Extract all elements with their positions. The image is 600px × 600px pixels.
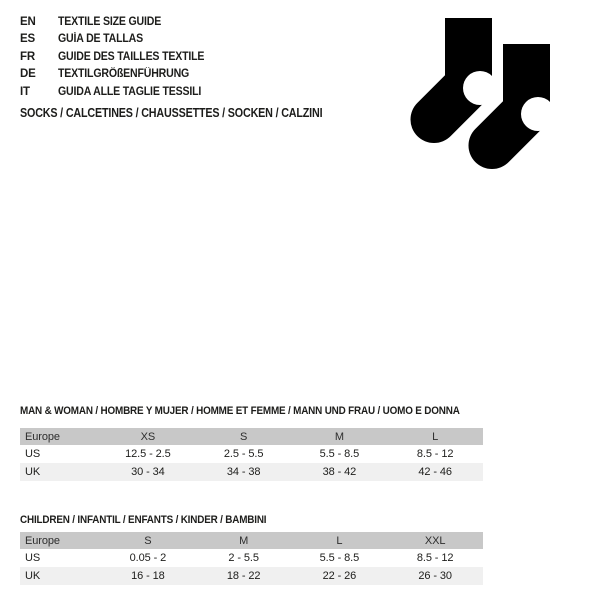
size-value: 0.05 - 2 (129, 552, 167, 564)
size-value: 42 - 46 (418, 466, 452, 478)
language-list (20, 13, 217, 101)
size-value: 26 - 30 (418, 570, 452, 582)
table-title-children: CHILDREN / INFANTIL / ENFANTS / KINDER / BAMBINI (20, 514, 267, 526)
language-label: TEXTILE SIZE GUIDE (58, 15, 162, 28)
language-code: FR (20, 50, 35, 63)
column-header-m: M (334, 430, 344, 443)
size-value: 18 - 22 (226, 570, 261, 582)
column-header-s: S (240, 430, 248, 443)
language-code: EN (20, 15, 36, 28)
region-label: UK (25, 570, 41, 582)
language-row-de (20, 66, 217, 84)
language-label: TEXTILGRÖßENFÜHRUNG (58, 68, 190, 81)
size-value: 30 - 34 (131, 466, 165, 478)
size-value: 5.5 - 8.5 (319, 552, 360, 564)
size-table-children (20, 513, 483, 585)
size-value: 12.5 - 2.5 (125, 448, 171, 460)
column-header-l: L (336, 534, 343, 547)
column-header-europe: Europe (25, 430, 60, 443)
size-value: 22 - 26 (322, 570, 357, 582)
size-value: 2.5 - 5.5 (223, 448, 264, 460)
size-value: 38 - 42 (322, 466, 357, 478)
size-value: 8.5 - 12 (416, 552, 454, 564)
size-table-adults (20, 404, 483, 481)
size-value: 16 - 18 (131, 570, 165, 582)
size-value: 34 - 38 (226, 466, 261, 478)
socks-icon (410, 12, 560, 178)
region-label: US (25, 448, 41, 460)
heel-cutout (521, 97, 555, 131)
category-heading: SOCKS / CALCETINES / CHAUSSETTES / SOCKEN / CALZINI (20, 106, 323, 120)
table-row-us (20, 445, 483, 463)
size-value: 8.5 - 12 (416, 448, 454, 460)
language-row-es (20, 31, 217, 49)
table-header-row (20, 532, 483, 549)
language-label: GUIDE DES TAILLES TEXTILE (58, 50, 205, 63)
table-row-uk (20, 463, 483, 481)
region-label: UK (25, 466, 41, 478)
language-label: GUÍA DE TALLAS (58, 33, 143, 46)
language-row-en (20, 13, 217, 31)
sock-back (434, 18, 497, 120)
language-label: GUIDA ALLE TAGLIE TESSILI (58, 85, 202, 98)
column-header-xs: XS (140, 430, 156, 443)
language-code: DE (20, 68, 36, 81)
table-row-us (20, 549, 483, 567)
table-title-adults: MAN & WOMAN / HOMBRE Y MUJER / HOMME ET FEMME / MANN UND FRAU / UOMO E DONNA (20, 405, 460, 417)
language-row-fr (20, 48, 217, 66)
column-header-m: M (239, 534, 249, 547)
language-code: ES (20, 33, 35, 46)
column-header-europe: Europe (25, 534, 60, 547)
heel-cutout (463, 71, 497, 105)
language-row-it (20, 83, 217, 101)
table-header-row (20, 428, 483, 445)
column-header-l: L (432, 430, 439, 443)
column-header-xxl: XXL (424, 534, 446, 547)
language-code: IT (20, 85, 30, 98)
column-header-s: S (144, 534, 152, 547)
region-label: US (25, 552, 41, 564)
size-value: 2 - 5.5 (228, 552, 259, 564)
size-value: 5.5 - 8.5 (319, 448, 360, 460)
table-row-uk (20, 567, 483, 585)
